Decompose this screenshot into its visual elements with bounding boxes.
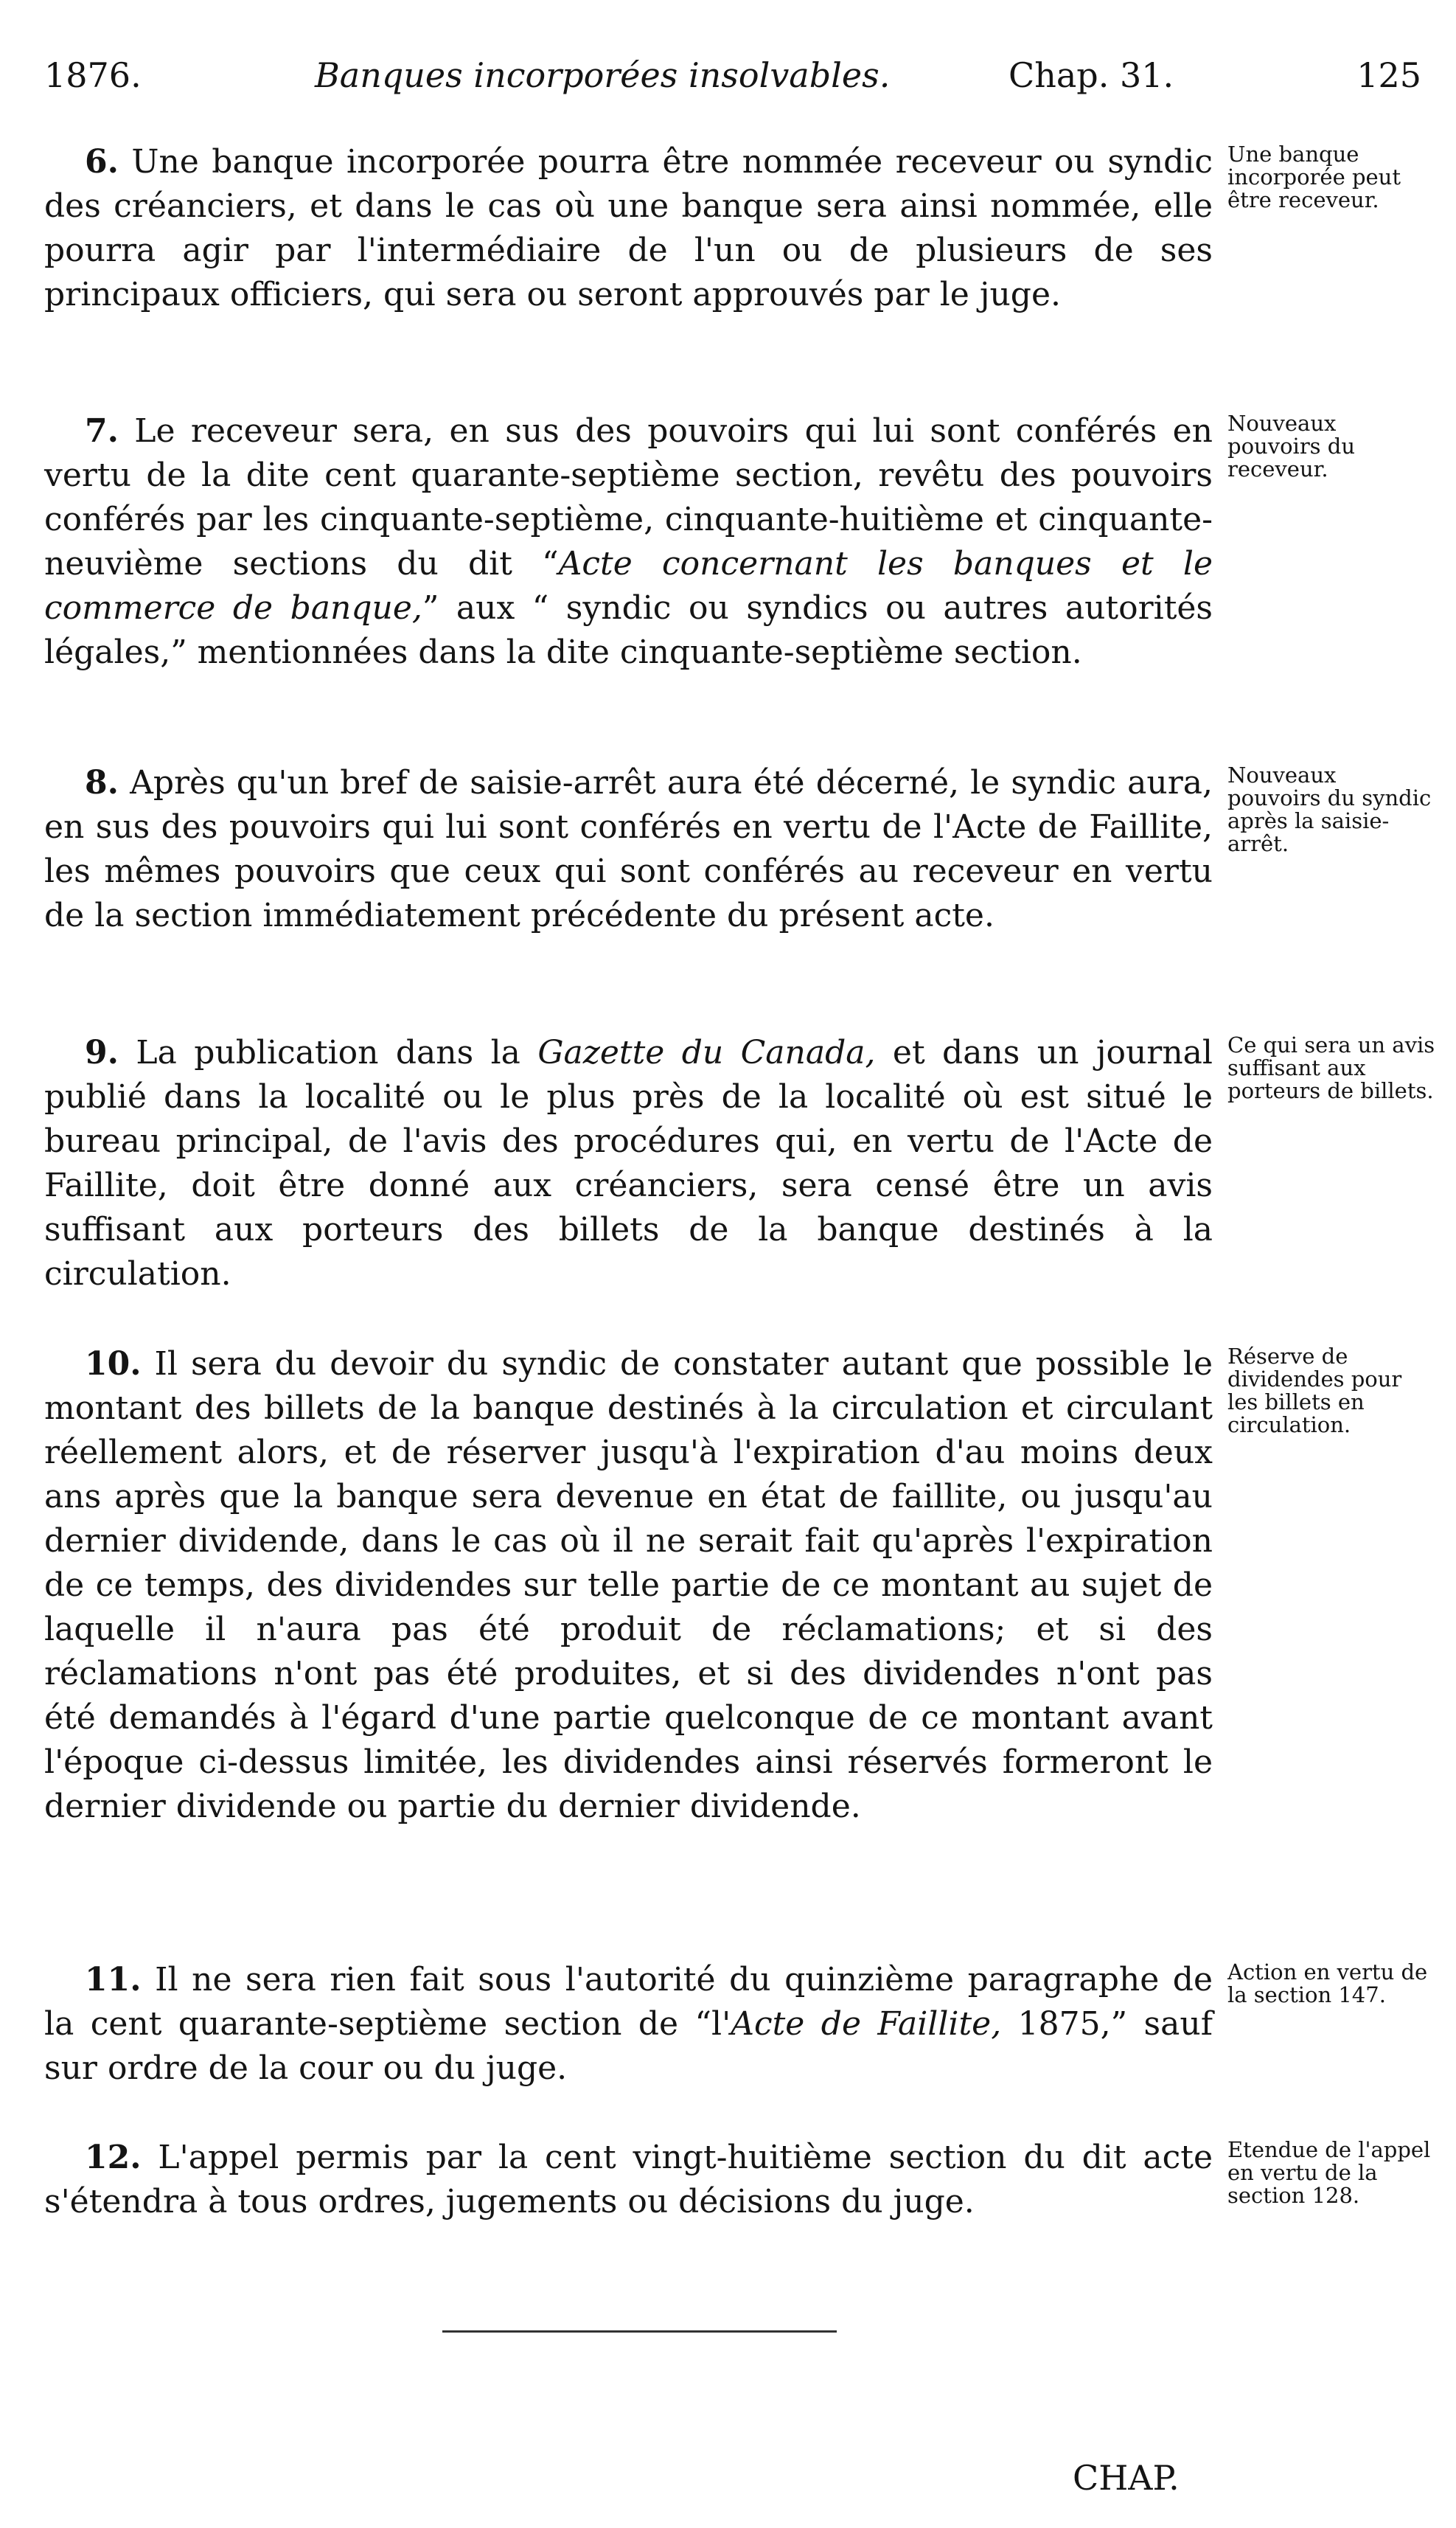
- margin-note: Réserve de dividendes pour les billets en circulation.: [1227, 1344, 1402, 1437]
- section-body: Il sera du devoir du syndic de constater autant que possible le montant des billets de la banque destinés à la circulation et circulant réellement alors, et de réserver jusqu'à l'expiration d'au moins deux ans après que la banque sera devenue en état de faillite, ou jusqu'au dernier dividende, dans le cas où il ne serait fait qu'après l'expiration de ce temps, des dividendes sur telle partie de ce montant au sujet de laquelle il n'aura pas été produit de réclamations; et si des réclamations n'ont pas été produites, et si des dividendes n'ont pas été demandés à l'égard d'une partie quelconque de ce montant avant l'époque ci-dessus limitée, les dividendes ainsi réservés formeront le dernier dividende ou partie du dernier dividende.: [44, 1345, 1213, 1825]
- section-number: 7.: [85, 412, 119, 450]
- section-text: [44, 409, 1213, 675]
- section-text: [44, 1342, 1213, 1829]
- act-title-italic: Acte de Faillite,: [731, 2005, 1002, 2043]
- page-number: 125: [1356, 55, 1421, 95]
- section-text: [44, 1031, 1213, 1296]
- section-body: Après qu'un bref de saisie-arrêt aura été décerné, le syndic aura, en sus des pouvoirs qui lui sont conférés en vertu de l'Acte de Faillite, les mêmes pouvoirs que ceux qui sont conférés au receveur en vertu de la section immédiatement précédente du présent acte.: [44, 764, 1213, 934]
- catchword: CHAP.: [1073, 2458, 1180, 2498]
- section-body-end: et dans un journal publié dans la localité ou le plus près de la localité où est situé le bureau principal, de l'avis des procédures qui, en vertu de l'Acte de Faillite, doit être donné aux créanciers, sera censé être un avis suffisant aux porteurs des billets de la banque destinés à la circulation.: [44, 1034, 1213, 1293]
- running-header: [44, 46, 1421, 105]
- section-body-start: La publication dans la: [136, 1034, 538, 1072]
- section-body-end: 1875,” sauf sur ordre de la cour ou du juge.: [44, 2005, 1213, 2087]
- margin-note: Nouveaux pouvoirs du syndic après la saisie-arrêt.: [1227, 763, 1432, 856]
- section-text: [44, 761, 1213, 938]
- margin-note: Nouveaux pouvoirs du receveur.: [1227, 411, 1356, 482]
- header-year: 1876.: [44, 55, 142, 95]
- section-number: 10.: [85, 1345, 142, 1383]
- section-body: L'appel permis par la cent vingt-huitième section du dit acte s'étendra à tous ordres, jugements ou décisions du juge.: [44, 2139, 1213, 2220]
- section-number: 11.: [85, 1961, 142, 1999]
- section-body-start: Il ne sera rien fait sous l'autorité du quinzième paragraphe de la cent quarante-septième section de “l': [44, 1961, 1213, 2043]
- header-title: Banques incorporées insolvables.: [315, 55, 891, 95]
- margin-note: Action en vertu de la section 147.: [1227, 1959, 1428, 2007]
- header-chapter: Chap. 31.: [1009, 55, 1174, 95]
- margin-note: Ce qui sera un avis suffisant aux porteurs de billets.: [1227, 1032, 1435, 1103]
- section-number: 6.: [85, 143, 119, 181]
- section-body-end: ” aux “ syndic ou syndics ou autres autorités légales,” mentionnées dans la dite cinquante-septième section.: [44, 589, 1213, 671]
- act-title-italic: Acte concernant les banques et le commerce de banque,: [44, 545, 1213, 627]
- section-divider: [442, 2330, 837, 2333]
- section-text: [44, 1958, 1213, 2091]
- margin-note: Etendue de l'appel en vertu de la section 128.: [1227, 2137, 1431, 2208]
- section-number: 12.: [85, 2139, 142, 2176]
- section-body: Une banque incorporée pourra être nommée receveur ou syndic des créanciers, et dans le cas où une banque sera ainsi nommée, elle pourra agir par l'intermédiaire de l'un ou de plusieurs de ses principaux officiers, qui sera ou seront approuvés par le juge.: [44, 143, 1213, 313]
- section-body-start: Le receveur sera, en sus des pouvoirs qui lui sont conférés en vertu de la dite cent quarante-septième section, revêtu des pouvoirs conférés par les cinquante-septième, cinquante-huitième et cinquante-neuvième sections du dit “: [44, 412, 1213, 583]
- section-text: [44, 140, 1213, 317]
- margin-note: Une banque incorporée peut être receveur.: [1227, 142, 1401, 212]
- section-text: [44, 2136, 1213, 2224]
- section-number: 8.: [85, 764, 119, 802]
- gazette-title-italic: Gazette du Canada,: [537, 1034, 876, 1072]
- section-number: 9.: [85, 1034, 119, 1072]
